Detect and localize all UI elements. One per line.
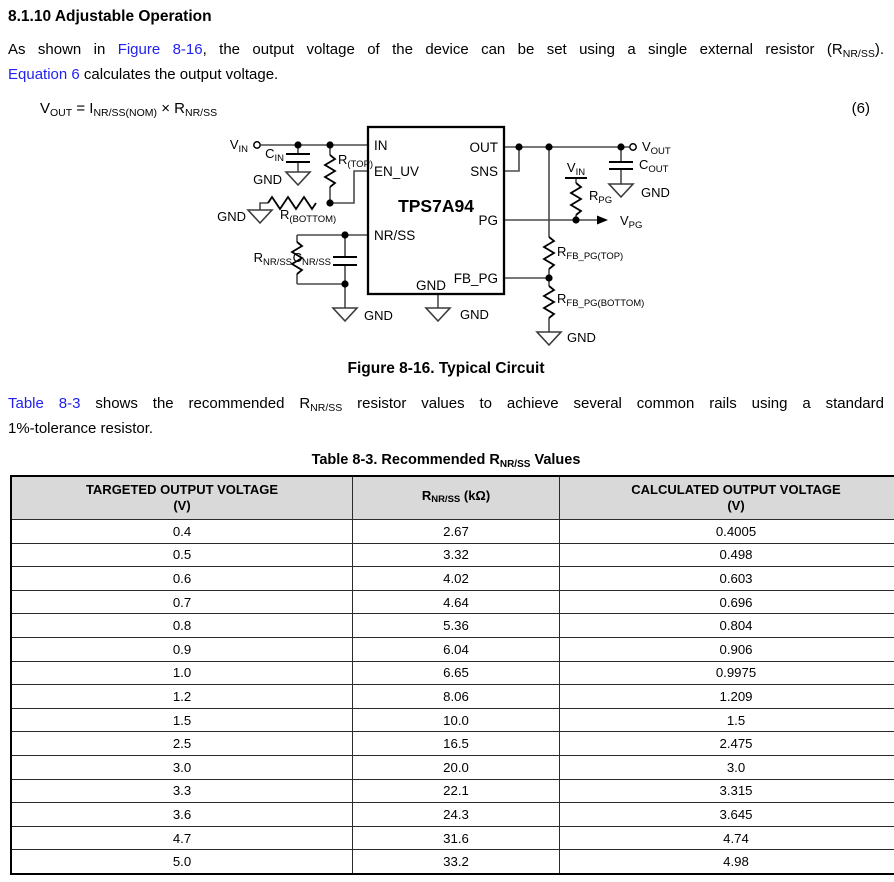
terminal-vin — [254, 142, 260, 148]
table-row — [11, 803, 894, 827]
cell-rnrss-value: 24.3 — [353, 803, 560, 827]
eq-term: × R — [157, 100, 185, 117]
label-rpg: $R_{PG}$ — [589, 188, 613, 206]
text: As shown in — [8, 41, 118, 58]
pin-label-gnd: GND — [416, 278, 446, 293]
cell-calculated-voltage: 0.696 — [560, 590, 894, 614]
cell-rnrss-value: 8.06 — [353, 685, 560, 709]
paragraph-1-line-1 — [8, 37, 884, 62]
label-gnd: GND — [567, 330, 596, 345]
table-row — [11, 732, 894, 756]
eq-sub: OUT — [50, 107, 73, 119]
terminal-vout — [630, 144, 636, 150]
cell-targeted-voltage: 0.8 — [11, 614, 353, 638]
cell-rnrss-value: 4.02 — [353, 567, 560, 591]
header-rnrss — [353, 476, 560, 520]
table-caption — [8, 452, 884, 470]
ic-label: TPS7A94 — [398, 196, 474, 216]
equation-6 — [40, 100, 217, 117]
table-body — [11, 520, 894, 874]
cell-calculated-voltage: 0.603 — [560, 567, 894, 591]
header-targeted-voltage — [11, 476, 353, 520]
header-text: R — [421, 488, 432, 503]
pin-label-pg: PG — [478, 213, 498, 228]
subscript: NR/SS — [842, 48, 875, 60]
cell-calculated-voltage: 4.74 — [560, 826, 894, 850]
label-rtop: $R_{(TOP)}$ — [338, 152, 374, 170]
cell-targeted-voltage: 4.7 — [11, 826, 353, 850]
header-unit: (kΩ) — [460, 488, 491, 503]
table-row — [11, 637, 894, 661]
pin-label-nrss: NR/SS — [374, 228, 416, 243]
pin-label-fbpg: FB_PG — [453, 271, 498, 286]
label-vout: $V_{OUT}$ — [642, 139, 671, 157]
table-row — [11, 708, 894, 732]
label-gnd: GND — [460, 307, 489, 322]
equation-row — [8, 100, 884, 117]
cell-calculated-voltage: 1.5 — [560, 708, 894, 732]
text: shows the recommended R — [80, 395, 311, 412]
gnd-symbol — [248, 210, 272, 223]
table-row — [11, 567, 894, 591]
header-line: TARGETED OUTPUT VOLTAGE — [85, 482, 279, 497]
cell-rnrss-value: 16.5 — [353, 732, 560, 756]
cell-targeted-voltage: 3.3 — [11, 779, 353, 803]
cell-rnrss-value: 10.0 — [353, 708, 560, 732]
paragraph-2 — [8, 391, 884, 441]
table-row — [11, 520, 894, 544]
equation-number: (6) — [851, 100, 870, 117]
subscript: NR/SS — [310, 402, 343, 414]
figure-link[interactable]: Figure 8-16 — [117, 41, 203, 58]
table-row — [11, 614, 894, 638]
eq-term: = I — [72, 100, 94, 117]
paragraph-2-line-1 — [8, 391, 884, 416]
cell-targeted-voltage: 1.2 — [11, 685, 353, 709]
gnd-symbol — [286, 172, 310, 185]
pin-label-in: IN — [374, 138, 388, 153]
vpg-arrowhead — [597, 216, 608, 225]
header-unit: (V) — [727, 498, 745, 513]
text: , the output voltage of the device can be set using a single external resistor (R — [202, 41, 843, 58]
cell-calculated-voltage: 1.209 — [560, 685, 894, 709]
caption-text: Table 8-3. Recommended R — [311, 452, 500, 468]
cell-calculated-voltage: 0.804 — [560, 614, 894, 638]
cell-targeted-voltage: 0.4 — [11, 520, 353, 544]
gnd-symbol — [333, 308, 357, 321]
label-cin: $C_{IN}$ — [265, 146, 284, 164]
text: calculates the output voltage. — [79, 66, 279, 83]
table-link[interactable]: Table 8-3 — [8, 395, 81, 412]
section-heading: 8.1.10 Adjustable Operation — [8, 8, 212, 25]
eq-sub: NR/SS — [184, 107, 218, 119]
resistor-rpg — [571, 183, 581, 215]
gnd-symbol — [426, 308, 450, 321]
resistor-rfbbot — [544, 286, 554, 318]
table-row — [11, 590, 894, 614]
cell-targeted-voltage: 2.5 — [11, 732, 353, 756]
pin-label-en-uv: EN_UV — [374, 164, 420, 179]
cell-calculated-voltage: 3.0 — [560, 755, 894, 779]
label-rbottom: $R_{(BOTTOM)}$ — [280, 207, 337, 225]
table-row — [11, 826, 894, 850]
label-vpg: $V_{PG}$ — [620, 213, 643, 231]
cell-rnrss-value: 33.2 — [353, 850, 560, 874]
label-gnd: GND — [253, 172, 282, 187]
capacitor-cin — [286, 154, 310, 162]
cell-rnrss-value: 31.6 — [353, 826, 560, 850]
cell-calculated-voltage: 0.906 — [560, 637, 894, 661]
cell-targeted-voltage: 3.0 — [11, 755, 353, 779]
capacitor-cout — [609, 162, 633, 169]
cell-calculated-voltage: 0.4005 — [560, 520, 894, 544]
cell-rnrss-value: 3.32 — [353, 543, 560, 567]
resistor-values-table — [10, 475, 894, 875]
cell-rnrss-value: 4.64 — [353, 590, 560, 614]
pin-label-sns: SNS — [470, 164, 498, 179]
label-rfbbot: $R_{FB\_PG(BOTTOM)}$ — [557, 291, 645, 309]
cell-rnrss-value: 22.1 — [353, 779, 560, 803]
cell-calculated-voltage: 4.98 — [560, 850, 894, 874]
circuit-diagram — [8, 122, 882, 354]
figure-caption: Figure 8-16. Typical Circuit — [347, 360, 545, 377]
cell-rnrss-value: 2.67 — [353, 520, 560, 544]
label-rfbtop: $R_{FB\_PG(TOP)}$ — [557, 244, 624, 262]
cell-targeted-voltage: 0.7 — [11, 590, 353, 614]
capacitor-cnrss — [333, 257, 357, 265]
cell-targeted-voltage: 1.0 — [11, 661, 353, 685]
header-unit: (V) — [173, 498, 191, 513]
eq-term: V — [40, 100, 51, 117]
table-row — [11, 755, 894, 779]
cell-rnrss-value: 5.36 — [353, 614, 560, 638]
resistor-rtop — [325, 155, 335, 187]
text: resistor values to achieve several common rails using a standard — [342, 395, 884, 412]
label-gnd: GND — [641, 185, 670, 200]
cell-targeted-voltage: 3.6 — [11, 803, 353, 827]
cell-rnrss-value: 6.04 — [353, 637, 560, 661]
table-row — [11, 543, 894, 567]
label-gnd: GND — [364, 308, 393, 323]
cell-calculated-voltage: 0.498 — [560, 543, 894, 567]
label-rnrss: $R_{NR/SS}$ — [253, 250, 292, 268]
eq-sub: NR/SS(NOM) — [93, 107, 158, 119]
gnd-symbol — [609, 184, 633, 197]
resistor-rfbtop — [544, 237, 554, 269]
header-line: CALCULATED OUTPUT VOLTAGE — [631, 482, 841, 497]
table-row — [11, 685, 894, 709]
resistor-rbottom — [268, 197, 316, 209]
caption-text: Values — [530, 452, 581, 468]
table-header — [11, 476, 894, 520]
table-row — [11, 850, 894, 874]
caption-subscript: NR/SS — [499, 459, 531, 470]
cell-calculated-voltage: 3.315 — [560, 779, 894, 803]
cell-calculated-voltage: 0.9975 — [560, 661, 894, 685]
cell-targeted-voltage: 0.5 — [11, 543, 353, 567]
label-vin: $V_{IN}$ — [229, 137, 248, 155]
paragraph-2-line-2: 1%-tolerance resistor. — [8, 420, 154, 437]
equation-link[interactable]: Equation 6 — [8, 66, 80, 83]
cell-rnrss-value: 6.65 — [353, 661, 560, 685]
label-cnrss: $C_{NR/SS}$ — [292, 250, 331, 268]
label-vin-rail: $V_{IN}$ — [566, 160, 586, 178]
text: ). — [874, 41, 884, 58]
header-calculated-voltage — [560, 476, 894, 520]
table-row — [11, 661, 894, 685]
cell-targeted-voltage: 0.9 — [11, 637, 353, 661]
label-cout: $C_{OUT}$ — [639, 157, 669, 175]
paragraph-1 — [8, 37, 884, 87]
header-subscript: NR/SS — [431, 494, 461, 505]
cell-targeted-voltage: 1.5 — [11, 708, 353, 732]
table-row — [11, 779, 894, 803]
cell-calculated-voltage: 3.645 — [560, 803, 894, 827]
cell-calculated-voltage: 2.475 — [560, 732, 894, 756]
label-gnd: GND — [217, 209, 246, 224]
cell-targeted-voltage: 0.6 — [11, 567, 353, 591]
cell-rnrss-value: 20.0 — [353, 755, 560, 779]
paragraph-1-line-2 — [8, 62, 884, 87]
gnd-symbol — [537, 332, 561, 345]
cell-targeted-voltage: 5.0 — [11, 850, 353, 874]
pin-label-out: OUT — [469, 140, 498, 155]
